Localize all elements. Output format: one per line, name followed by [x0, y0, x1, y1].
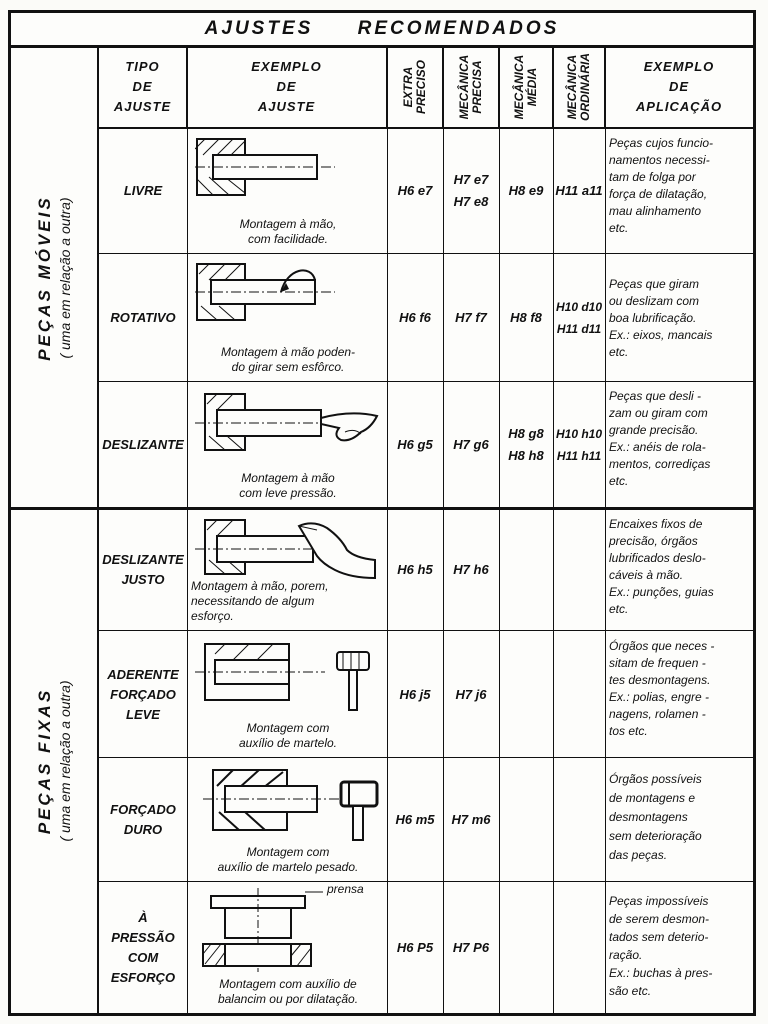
row-deslizante-justo-drawing: Montagem à mão, porem, necessitando de algum esforço. — [187, 510, 387, 630]
title-word-2: RECOMENDADOS — [357, 18, 560, 39]
row-forcado-duro-drawing: Montagem com auxílio de martelo pesado. — [187, 758, 387, 881]
row-deslizante-justo-aplicacao: Encaixes fixos de precisão, órgãos lubrificados deslo- cáveis à mão. Ex.: punções, guias etc. — [609, 517, 714, 616]
row-livre-precisa: H7 e7 H7 e8 — [453, 172, 489, 209]
row-rotativo-aplicacao: Peças que giram ou deslizam com boa lubrificação. Ex.: eixos, mancais etc. — [609, 277, 713, 359]
row-deslizante-tipo: DESLIZANTE — [102, 436, 184, 452]
fits-table — [8, 10, 756, 1016]
header-mecanica-precisa: MECÂNICA PRECISA — [443, 47, 499, 127]
row-deslizante-drawing: Montagem à mão com leve pressão. — [187, 382, 387, 507]
table-title — [11, 13, 753, 48]
row-deslizante-justo-tipo: DESLIZANTE JUSTO — [102, 552, 184, 587]
row-rotativo-extra: H6 f6 — [399, 309, 431, 325]
row-deslizante-extra: H6 g5 — [397, 436, 433, 452]
forcado-duro-fit-drawing-icon — [195, 764, 381, 844]
header-aplicacao: EXEMPLO DE APLICAÇÃO — [635, 59, 723, 114]
group-subtitle: ( uma em relação a outra) — [57, 197, 73, 359]
row-aderente-precisa: H7 j6 — [455, 686, 487, 702]
group-moving-parts — [11, 47, 99, 509]
row-deslizante-aplicacao: Peças que desli - zam ou giram com grande precisão. Ex.: anéis de rola- mentos, corrediças etc. — [609, 389, 711, 488]
row-livre-ordinaria: H11 a11 — [555, 183, 603, 198]
row-deslizante-justo-precisa: H7 h6 — [453, 562, 489, 577]
press-label: prensa — [327, 882, 364, 896]
row-pressao-extra: H6 P5 — [396, 939, 434, 955]
header-mecanica-ordinaria: MECÂNICA ORDINÁRIA — [553, 47, 605, 127]
group-subtitle: ( uma em relação a outra) — [57, 680, 73, 842]
row-deslizante-media: H8 g8 H8 h8 — [508, 425, 544, 463]
row-forcado-duro-extra: H6 m5 — [395, 811, 435, 827]
row-aderente-extra: H6 j5 — [399, 686, 431, 702]
row-rotativo-media: H8 f8 — [510, 309, 542, 325]
row-livre-media: H8 e9 — [508, 183, 544, 198]
group-title: PEÇAS FIXAS — [35, 687, 54, 835]
title-word-1: AJUSTES — [204, 18, 314, 39]
row-livre-aplicacao: Peças cujos funcio- namentos necessi- tam de folga por força de dilatação, mau alinhamento etc. — [609, 136, 714, 235]
row-livre-extra: H6 e7 — [397, 183, 433, 198]
row-deslizante-ordinaria: H10 h10 H11 h11 — [555, 426, 603, 463]
row-aderente-aplicacao: Órgãos que neces - sitam de frequen - tes desmontagens. Ex.: polias, engre - nagens, rolamen - tos etc. — [609, 639, 715, 738]
group-fixed-parts — [11, 509, 99, 1013]
row-livre-tipo: LIVRE — [123, 183, 163, 198]
row-rotativo-ordinaria: H10 d10 H11 d11 — [555, 299, 603, 336]
row-pressao-precisa: H7 P6 — [452, 939, 490, 955]
row-pressao-aplicacao: Peças impossíveis de serem desmon- tados sem deterio- ração. Ex.: buchas à pres- são etc. — [609, 894, 713, 998]
row-pressao-drawing: prensa Montagem com auxílio de balancim ou por dilatação. — [187, 882, 387, 1013]
group-title: PEÇAS MÓVEIS — [35, 195, 54, 361]
row-rotativo-drawing: Montagem à mão poden- do girar sem esfôrco. — [187, 254, 387, 381]
header-exemplo: EXEMPLO DE AJUSTE — [187, 47, 387, 127]
row-pressao-tipo: À PRESSÃO COM ESFORÇO — [110, 909, 176, 985]
header-tipo: TIPO DE AJUSTE — [99, 47, 187, 127]
row-forcado-duro-aplicacao: Órgãos possíveis de montagens e desmontagens sem deterioração das peças. — [609, 772, 702, 862]
header-mecanica-media: MECÂNICA MÉDIA — [499, 47, 553, 127]
deslizante-justo-fit-drawing-icon — [195, 516, 381, 582]
livre-fit-drawing-icon — [195, 135, 345, 199]
row-aderente-tipo: ADERENTE FORÇADO LEVE — [107, 666, 179, 722]
row-rotativo-precisa: H7 f7 — [455, 309, 487, 325]
row-livre-drawing: Montagem à mão, com facilidade. — [187, 129, 387, 253]
row-deslizante-precisa: H7 g6 — [453, 436, 489, 452]
row-forcado-duro-tipo: FORÇADO DURO — [110, 801, 176, 837]
rotativo-fit-drawing-icon — [195, 260, 345, 324]
row-aderente-drawing: Montagem com auxílio de martelo. — [187, 632, 387, 757]
row-forcado-duro-precisa: H7 m6 — [451, 811, 491, 827]
pressao-fit-drawing-icon — [195, 888, 381, 972]
aderente-fit-drawing-icon — [195, 638, 381, 714]
deslizante-fit-drawing-icon — [195, 388, 381, 458]
header-extra-preciso: EXTRA PRECISO — [387, 47, 443, 127]
row-deslizante-justo-extra: H6 h5 — [397, 562, 433, 577]
row-rotativo-tipo: ROTATIVO — [110, 309, 176, 325]
